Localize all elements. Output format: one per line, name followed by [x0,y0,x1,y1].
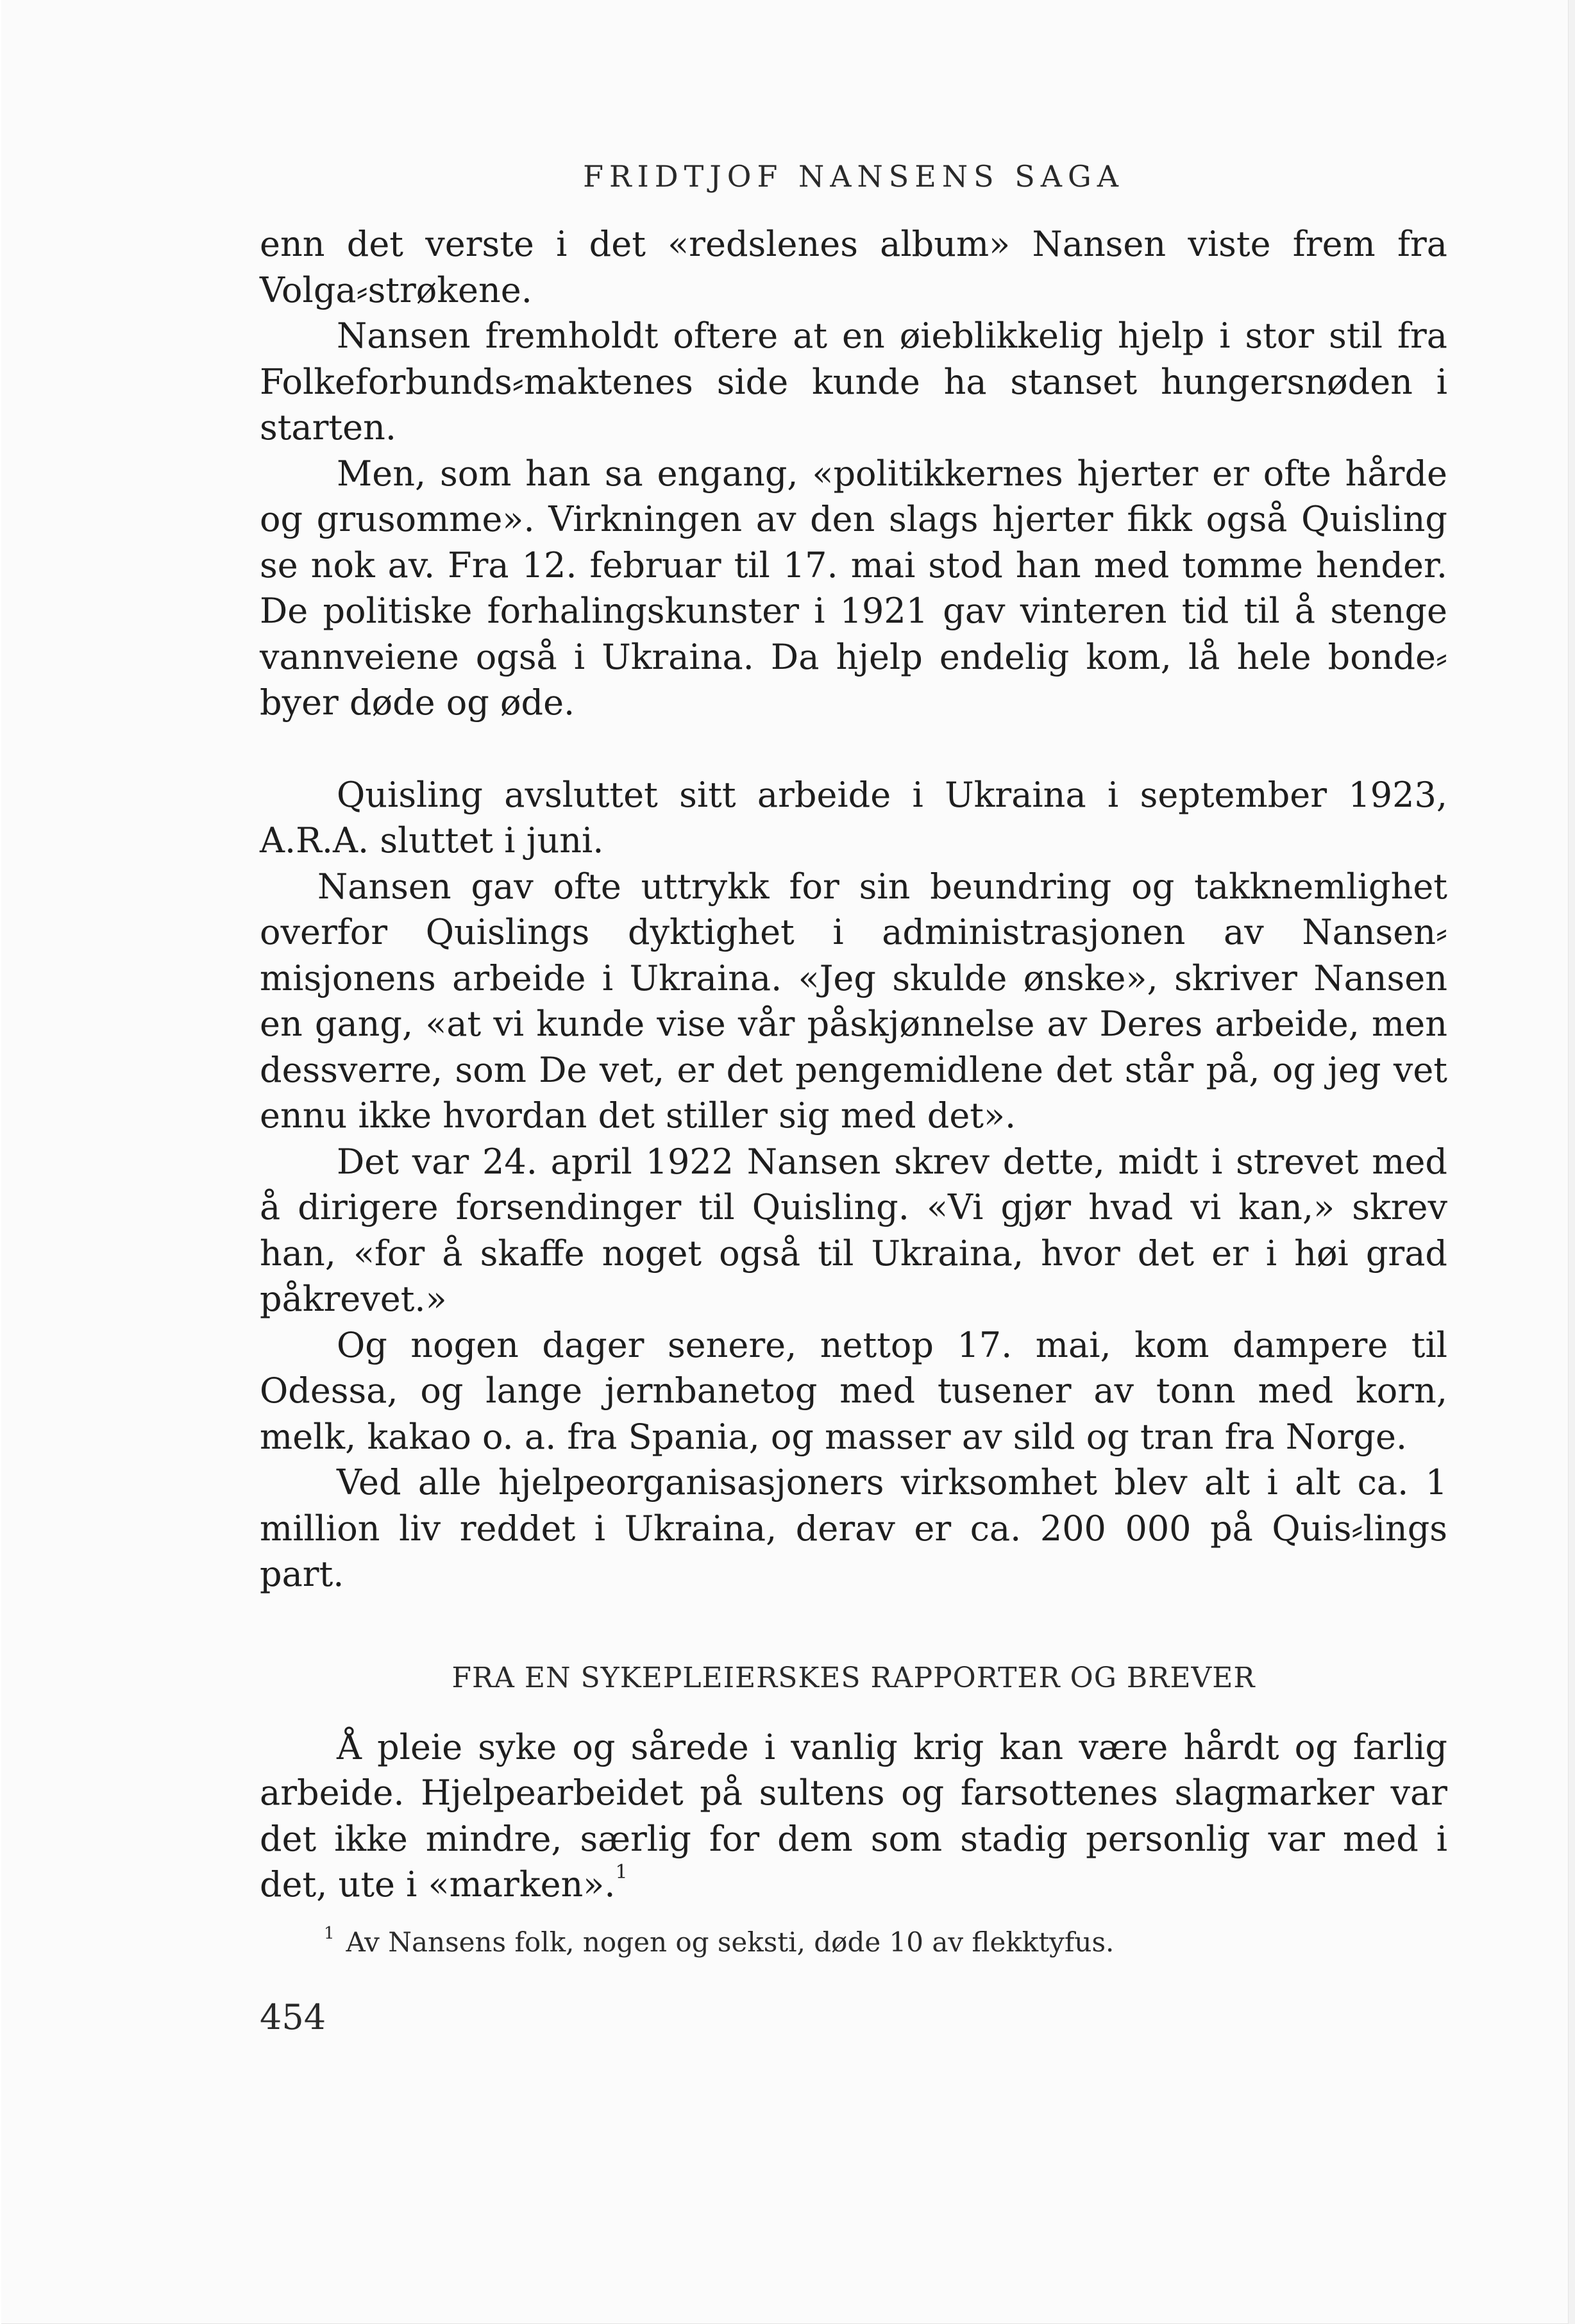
paragraph-4: Quisling avsluttet sitt arbeide i Ukraina i september 1923, A.R.A. sluttet i juni. [260,774,1447,861]
paragraph-6: Det var 24. april 1922 Nansen skrev dette, midt i strevet med å dirigere forsendinger til Quisling. «Vi gjør hvad vi kan,» skrev han, «for å skaffe noget også til Ukraina, hvor det er i høi grad påkrevet.» [260,1141,1447,1319]
paragraph-2: Nansen fremholdt oftere at en øieblikkelig hjelp i stor stil fra Folkeforbunds⸗maktenes side kunde ha stanset hungersnøden i starten. [260,316,1447,448]
section-paragraph [260,1724,1447,1908]
paragraph-5: Nansen gav ofte uttrykk for sin beundring og takknemlighet overfor Quislings dyktighet i administrasjonen av Nansen⸗misjonens arbeide i Ukraina. «Jeg skulde ønske», skriver Nansen en gang, «at vi kunde vise vår påskjønnelse av Deres arbeide, men dessverre, som De vet, er det pengemidlene det står på, og jeg vet ennu ikke hvordan det stiller sig med det». [260,866,1447,1136]
paragraph-7: Og nogen dager senere, nettop 17. mai, kom dampere til Odessa, og lange jernbanetog med tusener av tonn med korn, melk, kakao o. a. fra Spania, og masser av sild og tran fra Norge. [260,1324,1447,1457]
paragraph-3: Men, som han sa engang, «politikkernes hjerter er ofte hårde og grusomme». Virkningen av den slags hjerter fikk også Quisling se nok av. Fra 12. februar til 17. mai stod han med tomme hender. De politiske forhalingskunster i 1921 gav vinteren tid til å stenge vannveiene også i Ukraina. Da hjelp endelig kom, lå hele bonde⸗byer døde og øde. [260,453,1447,723]
footnote-marker: 1 [324,1923,335,1943]
section-paragraph-text: Å pleie syke og sårede i vanlig krig kan være hårdt og farlig arbeide. Hjelpearbeidet på sultens og farsottenes slagmarker var det ikke mindre, særlig for dem som stadig personlig var med i det, ute i «marken». [260,1726,1447,1905]
page-edge [1569,0,1575,2324]
paragraph-8: Ved alle hjelpeorganisasjoners virksomhet blev alt i alt ca. 1 million liv reddet i Ukraina, derav er ca. 200 000 på Quis⸗lings part. [260,1462,1447,1594]
book-page [260,157,1447,2040]
paragraph-1: enn det verste i det «redslenes album» Nansen viste frem fra Volga⸗strøkene. [260,224,1447,310]
footnote [260,1914,1447,1962]
page-number: 454 [260,1996,326,2037]
section-heading: FRA EN SYKEPLEIERSKES RAPPORTER OG BREVER [451,1661,1256,1694]
footnote-text: Av Nansens folk, nogen og seksti, døde 10 av flekktyfus. [346,1926,1115,1958]
footnote-reference: 1 [615,1861,628,1883]
running-head: FRIDTJOF NANSENS SAGA [583,159,1124,194]
